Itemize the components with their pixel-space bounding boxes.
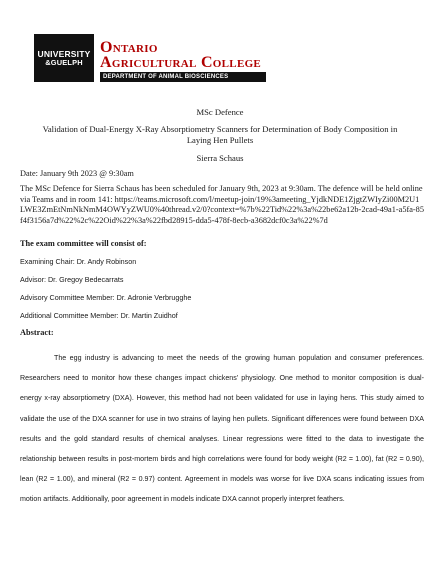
committee-heading: The exam committee will consist of: bbox=[20, 239, 147, 248]
college-name-line-1: Ontario bbox=[100, 39, 158, 56]
university-logo bbox=[34, 34, 94, 82]
thesis-title: Validation of Dual-Energy X-Ray Absorptiometry Scanners for Determination of Body Composition in Laying Hen Pullets bbox=[42, 124, 398, 145]
abstract-text: The egg industry is advancing to meet the needs of the growing human population and consumer preferences. Researchers need to monitor how these changes impact chickens’ physiology. One method to monitor composition is dual-energy x-ray absorptiometry (DXA). However, this method had not been validated for use in laying hens. This study aimed to validate the use of the DXA scanner for use in two strains of laying hen pullets. Significant differences were found between DXA results and the gold standard results of chemical analyses. Linear regressions were fitted to the data to investigate the relationship between results in post-mortem birds and high correlations were found for body weight (R2 = 1.00), fat (R2 = 0.90), lean (R2 = 1.00), and mineral (R2 = 0.97) content. Agreement in models was worse for live DXA scans indicating issues from motion artifacts. Additionally, poor agreement in models indicate DXA cannot properly interpret feathers. bbox=[20, 354, 424, 504]
college-name-line-2: Agricultural College bbox=[100, 54, 262, 71]
announcement-text: The MSc Defence for Sierra Schaus has been scheduled for January 9th, 2023 at 9:30am. The defence will be held online via Teams and in room 141: https://teams.microsoft.com/l/meetup-join/19%3ameeting_YjdkNDE1ZjgtZWIyZi00M2U1LWE3ZmEtNmNkNmM4OWYyZWU0%40thread.v2/0?context=%7b%22Tid%22%3a%22be62a12b-2cad-49a1-a5fa-85f4f3156a7d%22%2c%22Oid%22%3a%22fbd28915-dda5-478f-8ecb-a3682dcf0c3a%22%7d bbox=[20, 184, 424, 225]
date-line: Date: January 9th 2023 @ 9:30am bbox=[20, 169, 134, 178]
doc-heading: MSc Defence bbox=[196, 107, 244, 117]
department-banner: DEPARTMENT OF ANIMAL BIOSCIENCES bbox=[100, 72, 266, 82]
logo-line-2: &GUELPH bbox=[45, 57, 83, 67]
committee-member: Advisor: Dr. Gregoy Bedecarrats bbox=[20, 275, 124, 284]
committee-member: Examining Chair: Dr. Andy Robinson bbox=[20, 257, 137, 266]
abstract-body bbox=[20, 348, 424, 510]
committee-member: Additional Committee Member: Dr. Martin Zuidhof bbox=[20, 311, 178, 320]
letterhead bbox=[34, 34, 406, 82]
abstract-heading: Abstract: bbox=[20, 328, 54, 337]
committee-member: Advisory Committee Member: Dr. Adronie Verbrugghe bbox=[20, 293, 192, 302]
college-name bbox=[100, 40, 261, 70]
author-name: Sierra Schaus bbox=[196, 153, 244, 163]
logo-line-1: UNIVERSITY bbox=[37, 48, 91, 59]
